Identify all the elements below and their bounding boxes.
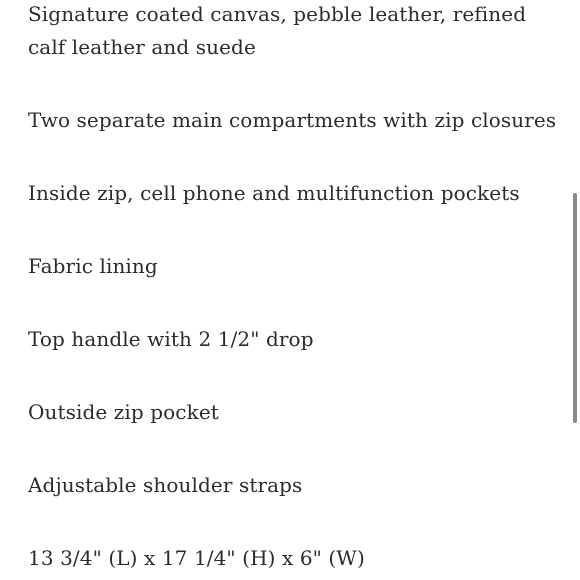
feature-item-handle-drop: Top handle with 2 1/2" drop xyxy=(28,327,314,351)
feature-item-outside-pocket: Outside zip pocket xyxy=(28,400,219,424)
vertical-scrollbar[interactable] xyxy=(573,0,577,580)
feature-item-compartments: Two separate main compartments with zip closures xyxy=(28,108,557,132)
feature-item-dimensions: 13 3/4" (L) x 17 1/4" (H) x 6" (W) xyxy=(28,546,365,570)
feature-item-material: Signature coated canvas, pebble leather, refined calf leather and suede xyxy=(28,2,527,59)
feature-item-inside-pockets: Inside zip, cell phone and multifunction pockets xyxy=(28,181,520,205)
feature-item-shoulder-straps: Adjustable shoulder straps xyxy=(28,473,303,497)
scrollbar-thumb[interactable] xyxy=(573,193,577,423)
feature-item-lining: Fabric lining xyxy=(28,254,158,278)
